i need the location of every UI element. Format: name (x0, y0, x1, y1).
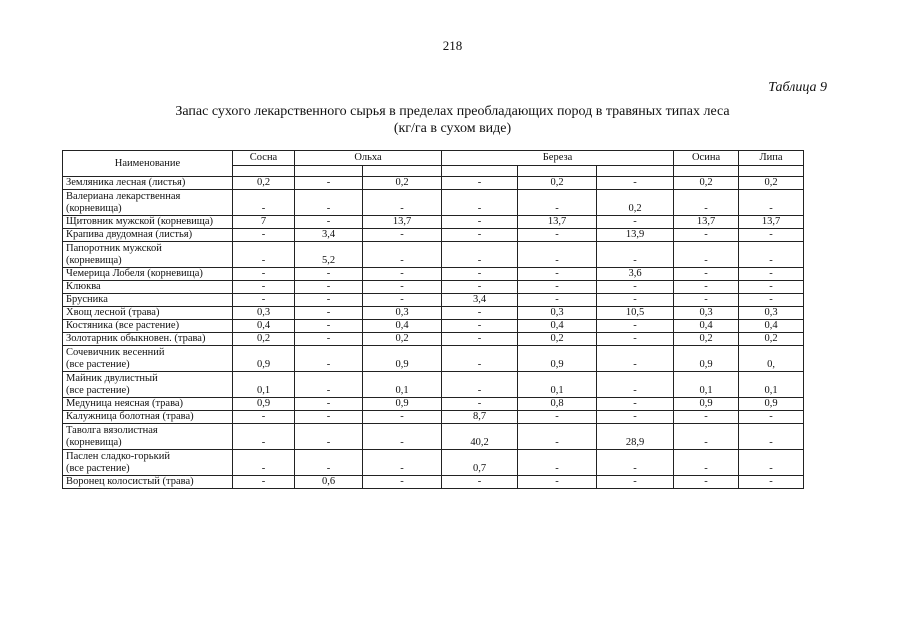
value-cell: 0,9 (233, 346, 295, 372)
table-row (63, 411, 804, 424)
value-cell: - (597, 242, 674, 268)
table-row (63, 320, 804, 333)
table-row (63, 424, 804, 450)
plant-name-line: (все растение) (66, 359, 130, 370)
value-cell: 0,9 (518, 346, 597, 372)
plant-name-line: Майник двулистный (66, 373, 158, 384)
plant-name-line: Калужница болотная (трава) (66, 411, 194, 422)
plant-name-cell (63, 450, 233, 476)
value-cell: - (442, 398, 518, 411)
value-cell: - (442, 190, 518, 216)
value-cell: 0,2 (739, 333, 804, 346)
value-cell: - (739, 424, 804, 450)
value-cell: - (295, 346, 363, 372)
plant-name-cell (63, 242, 233, 268)
value-cell: - (233, 450, 295, 476)
value-cell: - (518, 242, 597, 268)
value-cell: - (442, 320, 518, 333)
value-cell: 0,1 (233, 372, 295, 398)
value-cell: - (442, 242, 518, 268)
table-row (63, 177, 804, 190)
value-cell: - (597, 450, 674, 476)
value-cell: - (233, 424, 295, 450)
value-cell: 0,2 (674, 333, 739, 346)
value-cell: - (674, 476, 739, 489)
value-cell: - (363, 242, 442, 268)
plant-name-line: Таволга вязолистная (66, 425, 158, 436)
value-cell: 0,3 (739, 307, 804, 320)
header-pine: Сосна (233, 151, 295, 166)
value-cell: - (518, 476, 597, 489)
plant-name-line: Воронец колосистый (трава) (66, 476, 194, 487)
plant-name-cell (63, 294, 233, 307)
plant-name-line: Чемерица Лобеля (корневища) (66, 268, 203, 279)
value-cell: - (739, 190, 804, 216)
value-cell: 0,6 (295, 476, 363, 489)
value-cell: 40,2 (442, 424, 518, 450)
value-cell: - (597, 294, 674, 307)
value-cell: 0,3 (674, 307, 739, 320)
plant-name-line: Крапива двудомная (листья) (66, 229, 193, 240)
table-row (63, 398, 804, 411)
value-cell: 0,9 (363, 398, 442, 411)
value-cell: - (295, 268, 363, 281)
value-cell: - (295, 333, 363, 346)
value-cell: 28,9 (597, 424, 674, 450)
value-cell: 0,8 (518, 398, 597, 411)
value-cell: 3,6 (597, 268, 674, 281)
header-sub-cell (674, 166, 739, 177)
plant-name-line: Костяника (все растение) (66, 320, 180, 331)
table-row (63, 372, 804, 398)
value-cell: - (442, 372, 518, 398)
value-cell: - (442, 281, 518, 294)
table-row (63, 190, 804, 216)
plant-name-cell (63, 307, 233, 320)
value-cell: - (518, 281, 597, 294)
value-cell: - (674, 294, 739, 307)
plant-name-line: Медуница неясная (трава) (66, 398, 184, 409)
value-cell: - (295, 372, 363, 398)
value-cell: 13,7 (739, 216, 804, 229)
table-row (63, 307, 804, 320)
value-cell: 0,2 (597, 190, 674, 216)
value-cell: - (597, 476, 674, 489)
plant-name-cell (63, 281, 233, 294)
value-cell: - (739, 476, 804, 489)
value-cell: - (674, 424, 739, 450)
value-cell: - (295, 281, 363, 294)
value-cell: 0,9 (674, 346, 739, 372)
value-cell: - (674, 242, 739, 268)
value-cell: - (674, 281, 739, 294)
table-row (63, 476, 804, 489)
plant-name-line: (корневища) (66, 255, 122, 266)
value-cell: - (518, 268, 597, 281)
value-cell: 0,9 (363, 346, 442, 372)
value-cell: 5,2 (295, 242, 363, 268)
value-cell: 0, (739, 346, 804, 372)
value-cell: 13,7 (363, 216, 442, 229)
header-sub-cell (518, 166, 597, 177)
table-row (63, 268, 804, 281)
header-sub-cell (363, 166, 442, 177)
table-row (63, 333, 804, 346)
value-cell: 0,4 (233, 320, 295, 333)
value-cell: - (518, 424, 597, 450)
value-cell: 0,2 (363, 177, 442, 190)
plant-name-line: Щитовник мужской (корневища) (66, 216, 214, 227)
table-row (63, 450, 804, 476)
header-sub-cell (597, 166, 674, 177)
value-cell: - (674, 268, 739, 281)
value-cell: - (233, 268, 295, 281)
plant-name-line: Сочевичник весенний (66, 347, 165, 358)
value-cell: - (597, 411, 674, 424)
plant-name-line: Папоротник мужской (66, 243, 162, 254)
value-cell: - (233, 190, 295, 216)
value-cell: - (295, 190, 363, 216)
table-row (63, 216, 804, 229)
value-cell: - (363, 424, 442, 450)
value-cell: - (739, 411, 804, 424)
value-cell: - (295, 398, 363, 411)
value-cell: - (363, 294, 442, 307)
plant-name-line: Валериана лекарственная (66, 191, 181, 202)
value-cell: - (674, 450, 739, 476)
value-cell: - (739, 229, 804, 242)
value-cell: 0,4 (739, 320, 804, 333)
value-cell: - (442, 333, 518, 346)
header-name: Наименование (63, 151, 233, 177)
value-cell: 0,3 (233, 307, 295, 320)
value-cell: - (518, 450, 597, 476)
table-row (63, 346, 804, 372)
value-cell: 0,2 (233, 333, 295, 346)
value-cell: - (233, 294, 295, 307)
header-row (63, 151, 804, 166)
plant-name-cell (63, 229, 233, 242)
value-cell: - (518, 411, 597, 424)
value-cell: - (597, 281, 674, 294)
value-cell: - (363, 450, 442, 476)
value-cell: 13,7 (674, 216, 739, 229)
value-cell: - (518, 294, 597, 307)
plant-name-line: (все растение) (66, 385, 130, 396)
value-cell: - (295, 216, 363, 229)
value-cell: - (233, 476, 295, 489)
plant-name-cell (63, 476, 233, 489)
table-row (63, 294, 804, 307)
value-cell: 3,4 (295, 229, 363, 242)
value-cell: - (739, 294, 804, 307)
plant-name-line: Хвощ лесной (трава) (66, 307, 160, 318)
plant-name-cell (63, 411, 233, 424)
data-table (62, 150, 804, 489)
plant-name-cell (63, 372, 233, 398)
header-sub-cell (442, 166, 518, 177)
header-aspen: Осина (674, 151, 739, 166)
plant-name-cell (63, 346, 233, 372)
value-cell: - (739, 450, 804, 476)
value-cell: - (295, 450, 363, 476)
plant-name-line: Клюква (66, 281, 101, 292)
header-birch: Береза (442, 151, 674, 166)
plant-name-cell (63, 190, 233, 216)
value-cell: 0,2 (363, 333, 442, 346)
value-cell: 0,1 (518, 372, 597, 398)
value-cell: 0,2 (674, 177, 739, 190)
value-cell: 0,2 (233, 177, 295, 190)
header-sub-cell (233, 166, 295, 177)
value-cell: - (442, 216, 518, 229)
value-cell: 0,2 (518, 177, 597, 190)
page-number: 218 (442, 38, 463, 53)
value-cell: - (442, 307, 518, 320)
value-cell: - (739, 268, 804, 281)
value-cell: - (363, 190, 442, 216)
plant-name-cell (63, 424, 233, 450)
value-cell: - (295, 307, 363, 320)
value-cell: - (295, 294, 363, 307)
plant-name-line: (все растение) (66, 463, 130, 474)
table-title (0, 103, 905, 137)
value-cell: 3,4 (442, 294, 518, 307)
value-cell: - (674, 229, 739, 242)
value-cell: - (233, 281, 295, 294)
plant-name-cell (63, 216, 233, 229)
table-row (63, 229, 804, 242)
value-cell: 0,3 (363, 307, 442, 320)
value-cell: 0,2 (739, 177, 804, 190)
value-cell: 7 (233, 216, 295, 229)
value-cell: - (739, 281, 804, 294)
value-cell: - (233, 242, 295, 268)
value-cell: - (597, 333, 674, 346)
value-cell: 0,4 (518, 320, 597, 333)
value-cell: 0,4 (363, 320, 442, 333)
plant-name-line: (корневища) (66, 203, 122, 214)
value-cell: - (233, 229, 295, 242)
plant-name-cell (63, 268, 233, 281)
value-cell: - (518, 229, 597, 242)
value-cell: 0,3 (518, 307, 597, 320)
value-cell: 0,9 (674, 398, 739, 411)
value-cell: 0,7 (442, 450, 518, 476)
value-cell: 0,2 (518, 333, 597, 346)
value-cell: - (739, 242, 804, 268)
plant-name-line: Земляника лесная (листья) (66, 177, 186, 188)
value-cell: 0,1 (363, 372, 442, 398)
value-cell: - (295, 411, 363, 424)
value-cell: - (597, 216, 674, 229)
header-sub-cell (295, 166, 363, 177)
value-cell: 10,5 (597, 307, 674, 320)
value-cell: - (597, 372, 674, 398)
value-cell: 8,7 (442, 411, 518, 424)
plant-name-line: Паслен сладко-горький (66, 451, 170, 462)
value-cell: - (597, 177, 674, 190)
plant-name-line: Золотарник обыкновен. (трава) (66, 333, 206, 344)
value-cell: - (674, 190, 739, 216)
value-cell: - (363, 229, 442, 242)
value-cell: - (442, 268, 518, 281)
value-cell: - (363, 268, 442, 281)
plant-name-line: (корневища) (66, 437, 122, 448)
value-cell: - (363, 411, 442, 424)
value-cell: 0,1 (739, 372, 804, 398)
value-cell: - (295, 320, 363, 333)
table-row (63, 242, 804, 268)
plant-name-cell (63, 398, 233, 411)
value-cell: - (674, 411, 739, 424)
table-body (63, 177, 804, 489)
value-cell: - (597, 398, 674, 411)
plant-name-cell (63, 177, 233, 190)
value-cell: 13,9 (597, 229, 674, 242)
table-title-line-1: Запас сухого лекарственного сырья в пределах преобладающих пород в травяных типах леса (175, 104, 730, 119)
table-title-line-2: (кг/га в сухом виде) (393, 121, 512, 136)
header-alder: Ольха (295, 151, 442, 166)
value-cell: 0,9 (233, 398, 295, 411)
value-cell: - (295, 177, 363, 190)
value-cell: - (518, 190, 597, 216)
value-cell: - (442, 177, 518, 190)
value-cell: - (363, 476, 442, 489)
plant-name-cell (63, 333, 233, 346)
value-cell: - (442, 229, 518, 242)
plant-name-cell (63, 320, 233, 333)
value-cell: 0,4 (674, 320, 739, 333)
header-linden: Липа (739, 151, 804, 166)
value-cell: 0,1 (674, 372, 739, 398)
plant-name-line: Брусника (66, 294, 108, 305)
table-row (63, 281, 804, 294)
value-cell: - (233, 411, 295, 424)
table-label: Таблица 9 (768, 80, 827, 95)
value-cell: - (442, 346, 518, 372)
value-cell: - (597, 346, 674, 372)
value-cell: 0,9 (739, 398, 804, 411)
value-cell: - (442, 476, 518, 489)
value-cell: 13,7 (518, 216, 597, 229)
header-sub-cell (739, 166, 804, 177)
value-cell: - (597, 320, 674, 333)
value-cell: - (363, 281, 442, 294)
value-cell: - (295, 424, 363, 450)
